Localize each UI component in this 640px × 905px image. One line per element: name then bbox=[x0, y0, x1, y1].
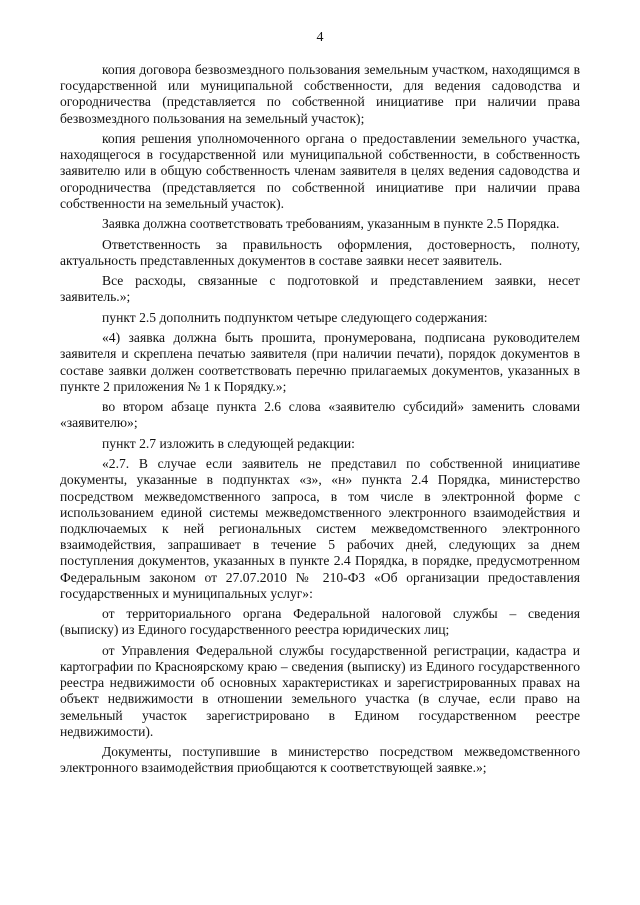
paragraph-documents-attached: Документы, поступившие в министерство посредством межведомственного электронного взаимодействия приобщаются к соответствующей заявке.»; bbox=[60, 744, 580, 776]
paragraph-lease-copy: копия договора безвозмездного пользования земельным участком, находящимся в государственной или муниципальной собственности, для ведения садоводства и огородничества (представляется по собственной инициативе при наличии права безвозмездного пользования на земельный участок); bbox=[60, 62, 580, 126]
paragraph-rosreestr: от Управления Федеральной службы государственной регистрации, кадастра и картографии по Красноярскому краю – сведения (выписку) из Единого государственного реестра недвижимости об основных характеристиках и зарегистрированных правах на объект недвижимости в отношении земельного участка (в случае, если право на земельный участок зарегистрировано в Едином государственном реестре недвижимости). bbox=[60, 642, 580, 739]
paragraph-expenses: Все расходы, связанные с подготовкой и представлением заявки, несет заявитель.»; bbox=[60, 273, 580, 305]
paragraph-amend-2-7: пункт 2.7 изложить в следующей редакции: bbox=[102, 435, 355, 451]
paragraph-application-requirements: Заявка должна соответствовать требованиям, указанным в пункте 2.5 Порядка. bbox=[102, 216, 560, 232]
paragraph-tax-service: от территориального органа Федеральной налоговой службы – сведения (выписку) из Единого государственного реестра юридических лиц; bbox=[60, 606, 580, 638]
paragraph-amend-2-6: во втором абзаце пункта 2.6 слова «заявителю субсидий» заменить словами «заявителю»; bbox=[60, 399, 580, 431]
paragraph-decision-copy: копия решения уполномоченного органа о предоставлении земельного участка, находящегося в государственной или муниципальной собственности, в собственность заявителю или в общую собственность членам заявителя в целях ведения садоводства и огородничества (представляется по собственной инициативе при наличии права собственности на земельный участок). bbox=[60, 131, 580, 211]
document-body bbox=[60, 62, 580, 781]
paragraph-subpoint-4: «4) заявка должна быть прошита, пронумерована, подписана руководителем заявителя и скреплена печатью заявителя (при наличии печати), порядок документов в составе заявки должен соответствовать перечню прилагаемых документов, указанных в пункте 2 приложения № 1 к Порядку.»; bbox=[60, 330, 580, 394]
paragraph-responsibility: Ответственность за правильность оформления, достоверность, полноту, актуальность представленных документов в составе заявки несет заявитель. bbox=[60, 236, 580, 268]
paragraph-amend-2-5: пункт 2.5 дополнить подпунктом четыре следующего содержания: bbox=[102, 309, 488, 325]
page-number: 4 bbox=[316, 30, 324, 45]
paragraph-2-7-text: «2.7. В случае если заявитель не представил по собственной инициативе документы, указанные в подпунктах «з», «н» пункта 2.4 Порядка, министерство посредством межведомственного запроса, в том числе в электронной форме с использованием единой системы межведомственного электронного взаимодействия и подключаемых к ней региональных систем межведомственного электронного взаимодействия, запрашивает в течение 5 рабочих дней, следующих за днем поступления документов, указанных в пункте 2.4 Порядка, в порядке, предусмотренном Федеральным законом от 27.07.2010 № 210-ФЗ «Об организации предоставления государственных и муниципальных услуг»: bbox=[60, 456, 580, 601]
